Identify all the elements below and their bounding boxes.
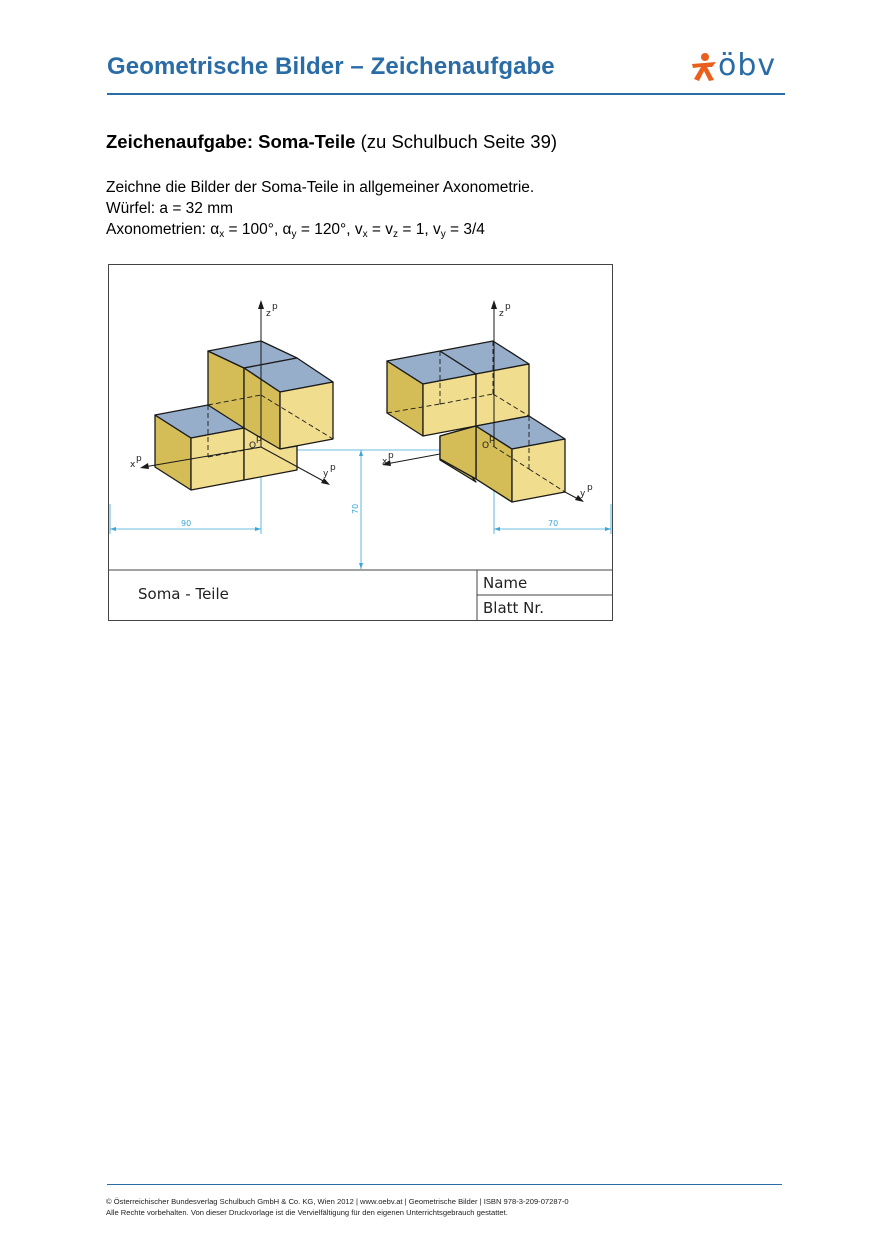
task-title-ref: (zu Schulbuch Seite 39) xyxy=(360,131,558,152)
title-block-sheet: Blatt Nr. xyxy=(483,599,544,617)
svg-text:p: p xyxy=(489,434,495,444)
svg-text:p: p xyxy=(272,302,278,312)
left-origin-label: O xyxy=(249,441,257,451)
task-instructions xyxy=(106,177,534,240)
dim-label-middle: 70 xyxy=(351,503,360,514)
title-block-title: Soma - Teile xyxy=(138,585,229,603)
left-axis-z-label: z xyxy=(266,309,271,319)
footer xyxy=(106,1196,569,1218)
drawing-sheet xyxy=(108,264,613,621)
left-axis-y-label: y xyxy=(323,469,329,479)
logo-text: öbv xyxy=(718,48,777,83)
header-rule xyxy=(107,93,785,95)
right-axis-z-label: z xyxy=(499,309,504,319)
footer-rule xyxy=(107,1184,782,1185)
svg-text:p: p xyxy=(136,454,142,464)
footer-rights: Alle Rechte vorbehalten. Von dieser Druckvorlage ist die Vervielfältigung für den eigenen Unterrichtsgebrauch gestattet. xyxy=(106,1208,508,1217)
title-block-name: Name xyxy=(483,574,528,592)
star-figure-icon xyxy=(690,50,720,86)
right-axis-x-label: x xyxy=(382,457,388,467)
right-axis-y-label: y xyxy=(580,489,586,499)
instruction-line-3: Axonometrien: $\alpha_x = 100^\circ$, $\alpha_y = 120^\circ$, $v_x = v_z = 1$, $v_y = 3/4$ xyxy=(106,221,485,240)
footer-copyright: © Österreichischer Bundesverlag Schulbuch GmbH & Co. KG, Wien 2012 | www.oebv.at | Geometrische Bilder | ISBN 978-3-209-07287-0 xyxy=(106,1197,569,1206)
dim-label-right: 70 xyxy=(548,519,559,528)
right-origin-label: O xyxy=(482,441,490,451)
task-title-bold: Zeichenaufgabe: Soma-Teile xyxy=(106,131,356,152)
instruction-line-2: Würfel: a = 32 mm xyxy=(106,200,234,217)
svg-text:p: p xyxy=(330,463,336,473)
instruction-line-1: Zeichne die Bilder der Soma-Teile in allgemeiner Axonometrie. xyxy=(106,179,535,196)
task-title xyxy=(106,131,557,153)
svg-text:p: p xyxy=(388,451,394,461)
oebv-logo xyxy=(690,50,785,86)
page-header-title: Geometrische Bilder – Zeichenaufgabe xyxy=(107,53,555,80)
svg-text:p: p xyxy=(505,302,511,312)
svg-text:p: p xyxy=(587,483,593,493)
dim-label-left: 90 xyxy=(181,519,192,528)
svg-text:p: p xyxy=(256,434,262,444)
left-axis-x-label: x xyxy=(130,460,136,470)
